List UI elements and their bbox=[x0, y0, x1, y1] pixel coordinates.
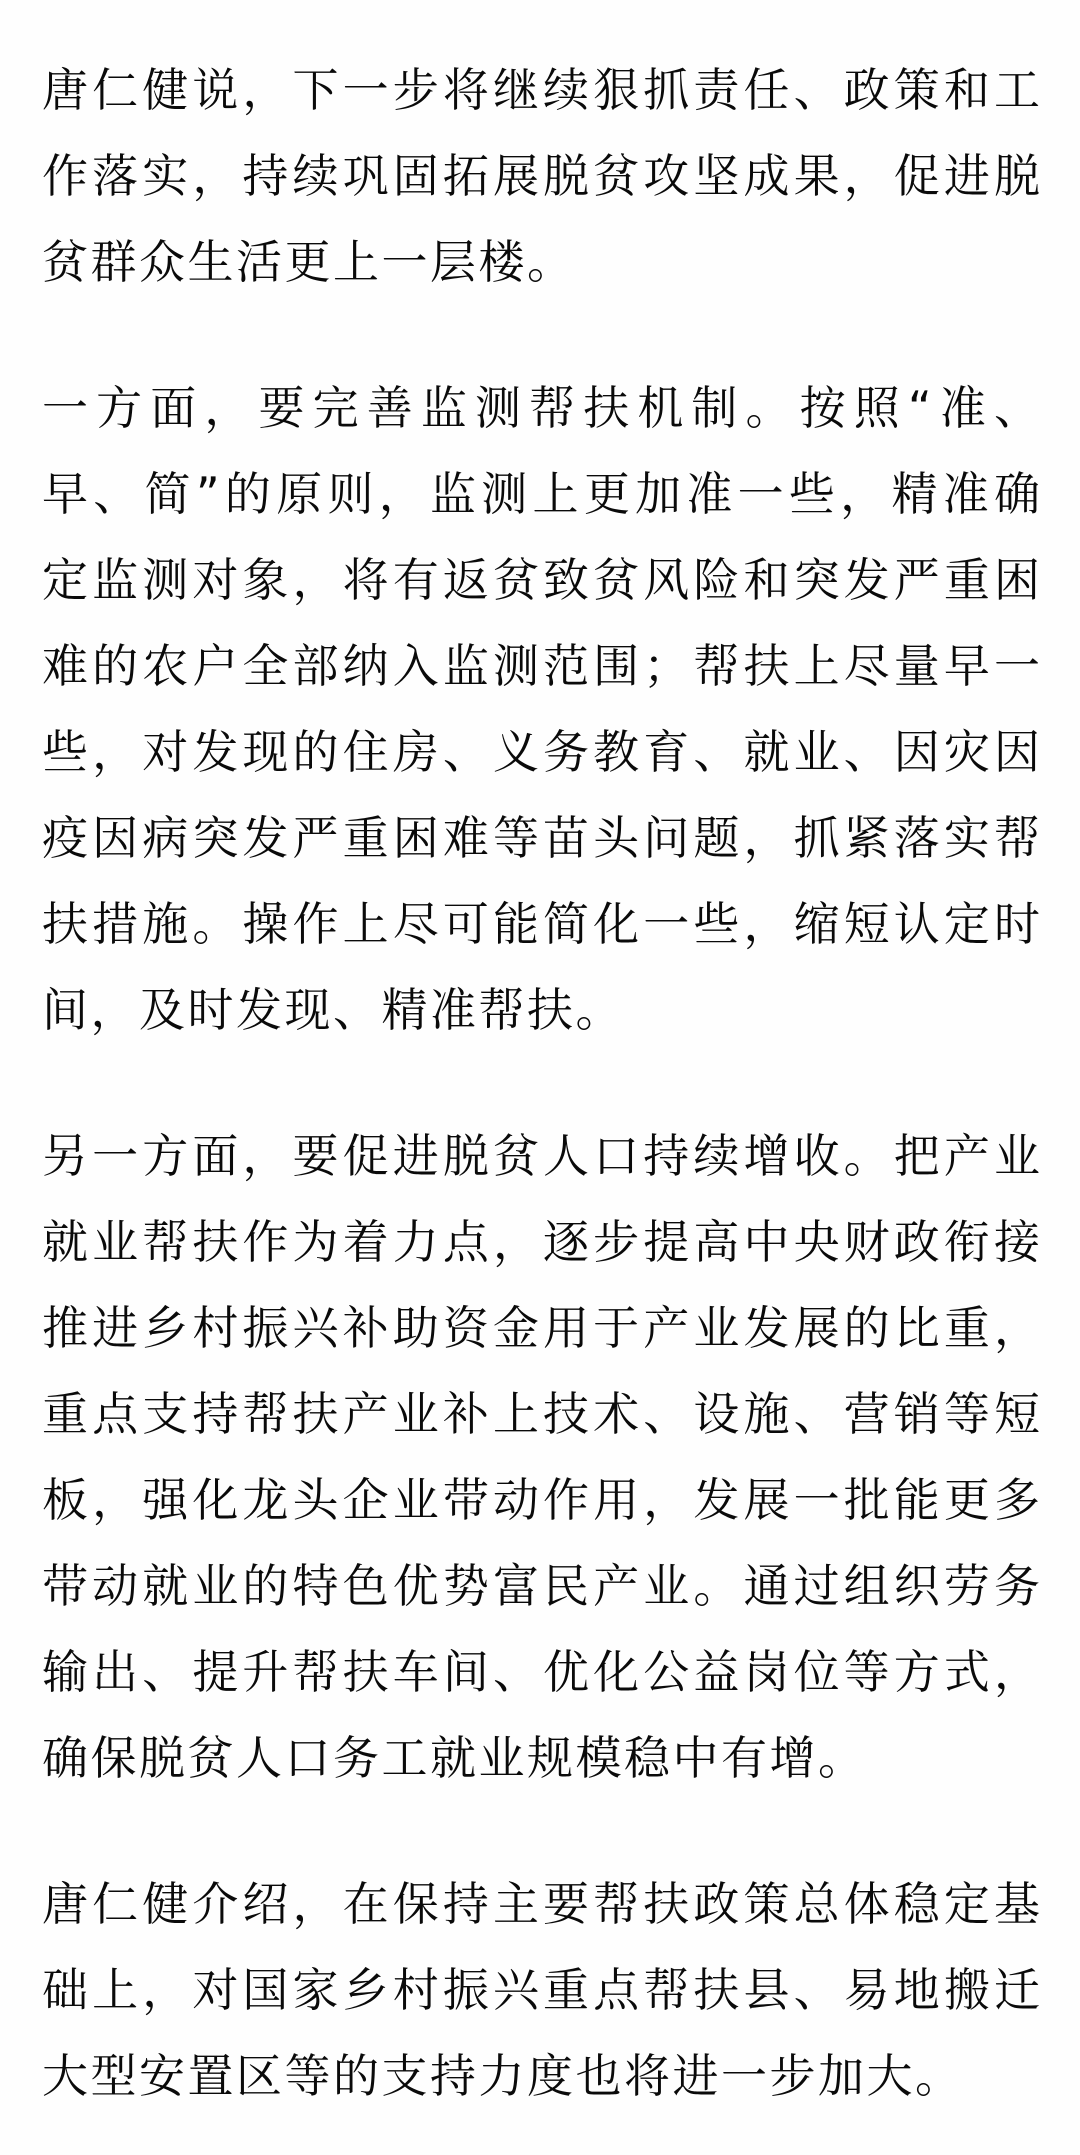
text-line: 础上，对国家乡村振兴重点帮扶县、易地搬迁 bbox=[42, 1963, 1040, 2017]
text-line: 难的农户全部纳入监测范围；帮扶上尽量早一 bbox=[42, 639, 1040, 693]
text-line: 带动就业的特色优势富民产业。通过组织劳务 bbox=[42, 1559, 1040, 1613]
text-line: 大型安置区等的支持力度也将进一步加大。 bbox=[42, 2049, 964, 2103]
text-line: 间，及时发现、精准帮扶。 bbox=[42, 983, 624, 1037]
text-line: 早、简”的原则，监测上更加准一些，精准确 bbox=[42, 467, 1040, 521]
paragraph-1 bbox=[42, 47, 1040, 305]
text-line: 输出、提升帮扶车间、优化公益岗位等方式， bbox=[42, 1645, 1040, 1699]
text-line: 板，强化龙头企业带动作用，发展一批能更多 bbox=[42, 1473, 1040, 1527]
text-line: 唐仁健介绍，在保持主要帮扶政策总体稳定基 bbox=[42, 1877, 1040, 1931]
text-line: 推进乡村振兴补助资金用于产业发展的比重， bbox=[42, 1301, 1040, 1355]
text-line: 作落实，持续巩固拓展脱贫攻坚成果，促进脱 bbox=[42, 149, 1040, 203]
text-line: 些，对发现的住房、义务教育、就业、因灾因 bbox=[42, 725, 1040, 779]
paragraph-2 bbox=[42, 365, 1040, 1053]
paragraph-3 bbox=[42, 1113, 1040, 1801]
text-line: 唐仁健说，下一步将继续狠抓责任、政策和工 bbox=[42, 63, 1040, 117]
text-line: 扶措施。操作上尽可能简化一些，缩短认定时 bbox=[42, 897, 1040, 951]
text-line: 一方面，要完善监测帮扶机制。按照“准、 bbox=[42, 381, 1040, 435]
text-line: 定监测对象，将有返贫致贫风险和突发严重困 bbox=[42, 553, 1040, 607]
text-line: 重点支持帮扶产业补上技术、设施、营销等短 bbox=[42, 1387, 1040, 1441]
text-line: 贫群众生活更上一层楼。 bbox=[42, 235, 576, 289]
paragraph-4 bbox=[42, 1861, 1040, 2119]
text-line: 确保脱贫人口务工就业规模稳中有增。 bbox=[42, 1731, 867, 1785]
text-line: 疫因病突发严重困难等苗头问题，抓紧落实帮 bbox=[42, 811, 1040, 865]
text-line: 就业帮扶作为着力点，逐步提高中央财政衔接 bbox=[42, 1215, 1040, 1269]
text-line: 另一方面，要促进脱贫人口持续增收。把产业 bbox=[42, 1129, 1040, 1183]
